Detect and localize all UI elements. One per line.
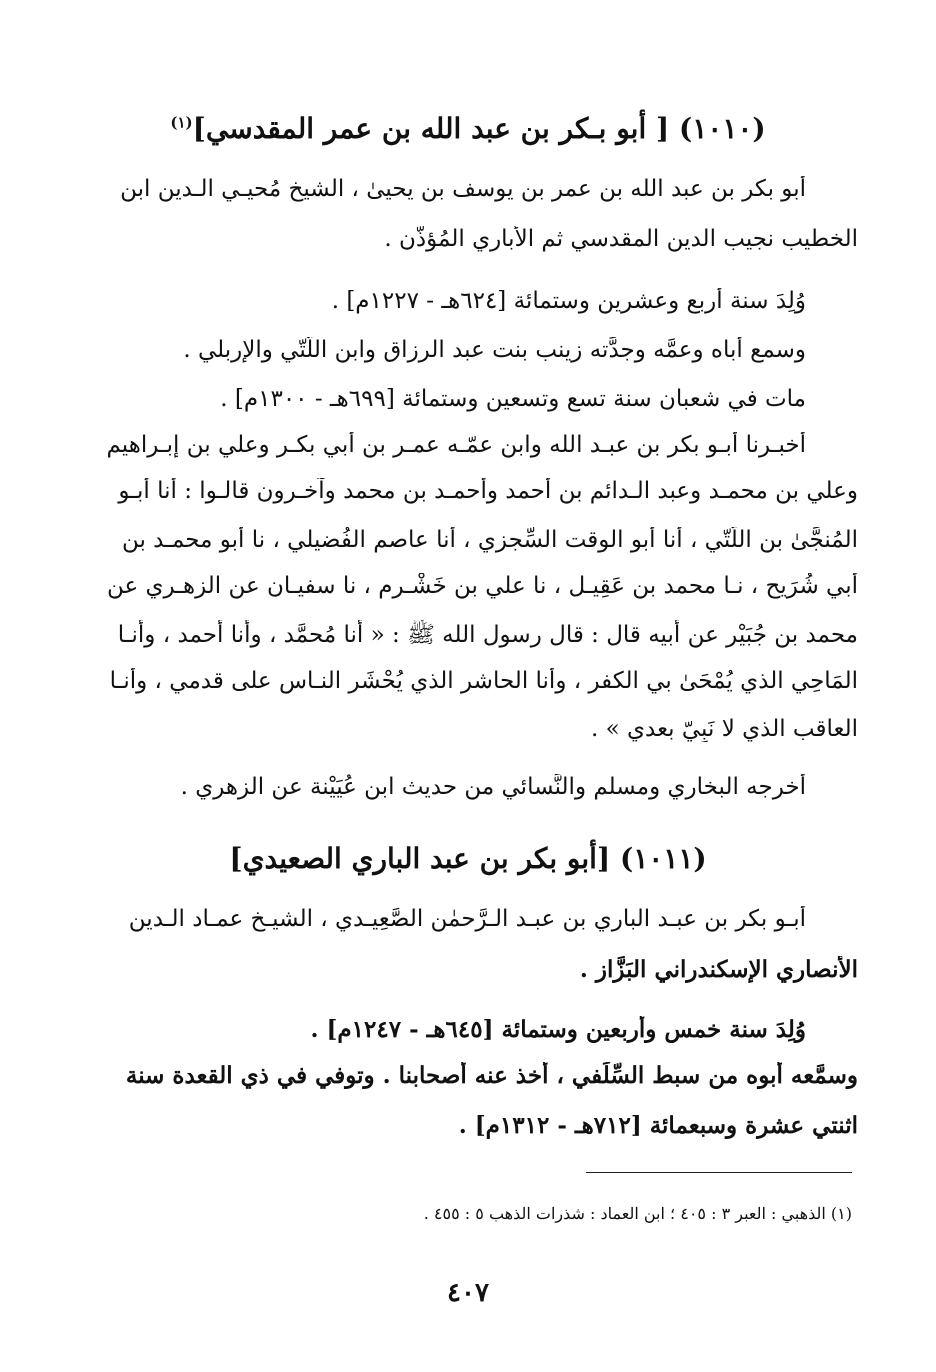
- body-line: المَاحِي الذي يُمْحَىٰ بي الكفر ، وأنا الحاشر الذي يُحْشَر النـاس على قدمي ، وأنـا: [109, 668, 858, 694]
- page-number: ٤٠٧: [447, 1278, 489, 1308]
- body-line: أخبـرنا أبـو بكر بن عبـد الله وابن عمّـه عمـر بن أبي بكـر وعلي بن إبـراهيم: [106, 432, 806, 458]
- body-line: أبـو بكر بن عبـد الباري بن عبـد الـرَّحمٰن الصَّعِيـدي ، الشيـخ عمـاد الـدين: [128, 906, 806, 932]
- body-line: وُلِدَ سنة خمس وأربعين وستمائة [٦٤٥هـ - ١٢٤٧م] .: [310, 1016, 806, 1043]
- body-line: مات في شعبان سنة تسع وتسعين وستمائة [٦٩٩هـ - ١٣٠٠م] .: [220, 386, 806, 412]
- footnote-divider: [586, 1172, 852, 1173]
- footnote-reference: (١): [170, 113, 193, 132]
- body-line: أبو بكر بن عبد الله بن عمر بن يوسف بن يحيىٰ ، الشيخ مُحيـي الـدين ابن: [120, 176, 806, 202]
- body-line: أخرجه البخاري ومسلم والنَّسائي من حديث ابن عُيَيْنة عن الزهري .: [180, 774, 806, 800]
- body-line: وسمع أباه وعمَّه وجدَّته زينب بنت عبد الرزاق وابن اللَّتّي والإربلي .: [183, 337, 806, 363]
- footnote: (١) الذهبي : العبر ٣ : ٤٠٥ ؛ ابن العماد : شذرات الذهب ٥ : ٤٥٥ .: [423, 1204, 852, 1223]
- body-line: العاقب الذي لا نَبِيّ بعدي » .: [590, 716, 858, 742]
- body-line: وُلِدَ سنة أربع وعشرين وستمائة [٦٢٤هـ - ١٢٢٧م] .: [331, 288, 806, 314]
- entry-heading-text: (١٠١٠) [ أبو بـكر بن عبد الله بن عمر المقدسي]: [192, 112, 766, 145]
- body-line: الأنصاري الإسكندراني البَزَّاز .: [579, 956, 858, 983]
- body-line: محمد بن جُبَيْر عن أبيه قال : قال رسول الله ﷺ : « أنا مُحمَّد ، وأنا أحمد ، وأنـا: [117, 622, 858, 648]
- entry-heading-1010: [170, 112, 766, 145]
- body-line: أبي شُرَيح ، نـا محمد بن عَقِيـل ، نا علي بن خَشْـرم ، نا سفيـان عن الزهـري عن: [106, 573, 858, 599]
- body-line: وسمَّعه أبوه من سبط السِّلَفي ، أخذ عنه أصحابنا . وتوفي في ذي القعدة سنة: [125, 1062, 858, 1089]
- body-line: الخطيب نجيب الدين المقدسي ثم الأباري المُؤذّن .: [384, 226, 858, 252]
- body-line: اثنتي عشرة وسبعمائة [٧١٢هـ - ١٣١٢م] .: [458, 1112, 858, 1139]
- entry-heading-1011: (١٠١١) [أبو بكر بن عبد الباري الصعيدي]: [229, 842, 707, 875]
- body-line: المُنجَّىٰ بن اللَّتّي ، أنا أبو الوقت السِّجزي ، أنا عاصم الفُضيلي ، نا أبو محمـد بن: [121, 527, 858, 553]
- body-line: وعلي بن محمـد وعبد الـدائم بن أحمد وأحمـد بن محمد وآخـرون قالـوا : أنا أبـو: [118, 478, 858, 504]
